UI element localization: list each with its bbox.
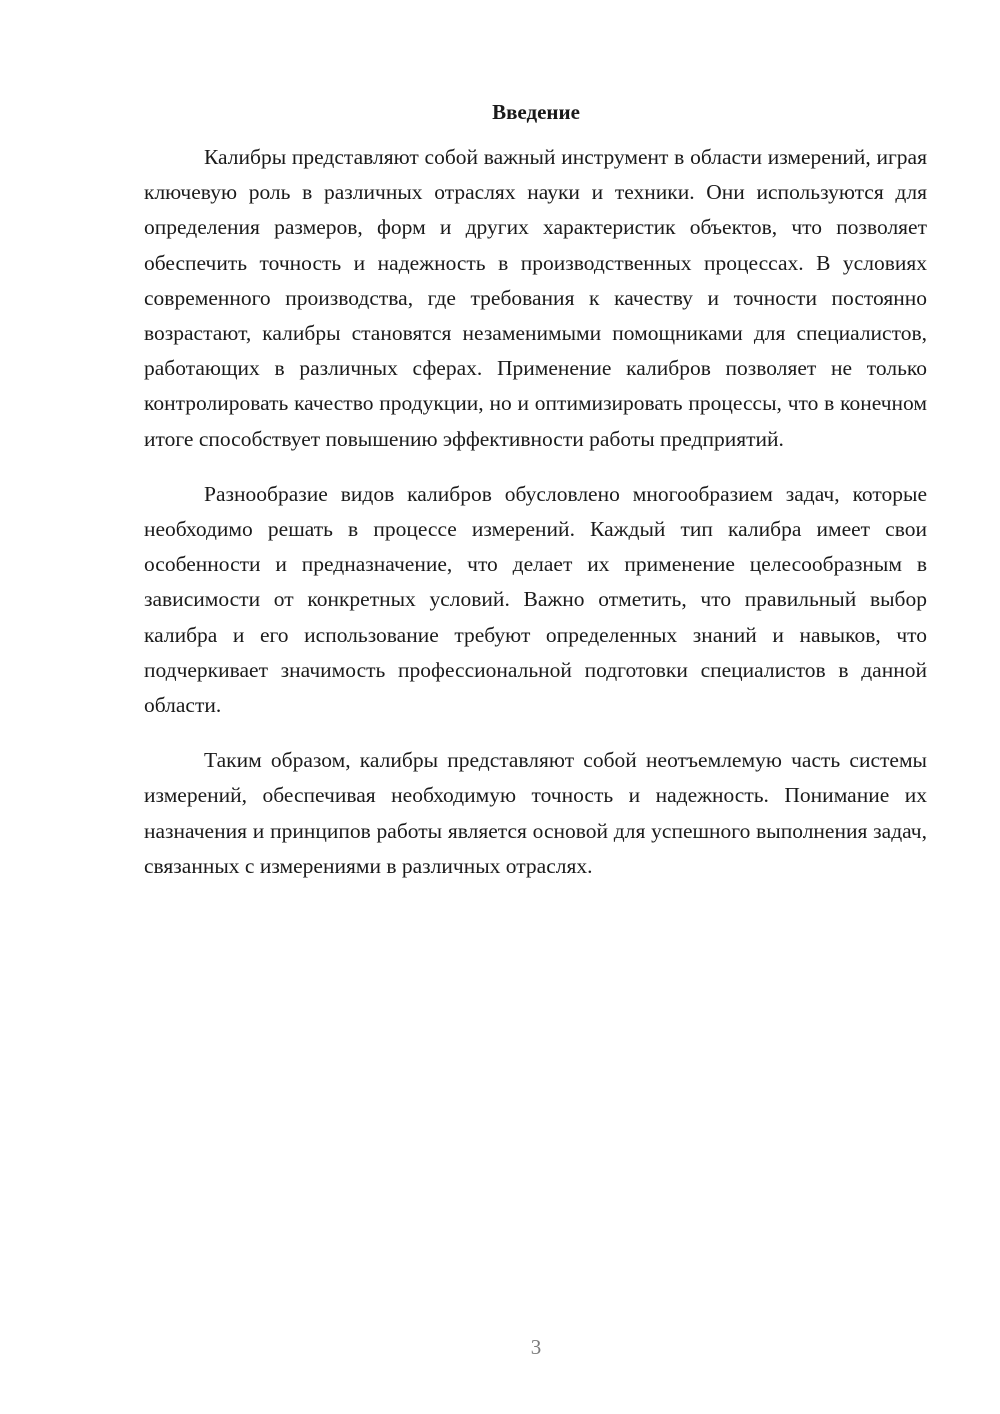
body-text <box>144 140 927 884</box>
section-heading: Введение <box>492 100 580 124</box>
page-number: 3 <box>530 1335 542 1359</box>
paragraph-2: Разнообразие видов калибров обусловлено многообразием задач, которые необходимо решать в процессе измерений. Каждый тип калибра имеет свои особенности и предназначение, что делает их применение целесообразным в зависимости от конкретных условий. Важно отметить, что правильный выбор калибра и его использование требуют определенных знаний и навыков, что подчеркивает значимость профессиональной подготовки специалистов в данной области. <box>144 481 927 718</box>
paragraph-1: Калибры представляют собой важный инструмент в области измерений, играя ключевую роль в различных отраслях науки и техники. Они используются для определения размеров, форм и других характеристик объектов, что позволяет обеспечить точность и надежность в производственных процессах. В условиях современного производства, где требования к качеству и точности постоянно возрастают, калибры становятся незаменимыми помощниками для специалистов, работающих в различных сферах. Применение калибров позволяет не только контролировать качество продукции, но и оптимизировать процессы, что в конечном итоге способствует повышению эффективности работы предприятий. <box>144 145 927 451</box>
paragraph-3: Таким образом, калибры представляют собой неотъемлемую часть системы измерений, обеспечивая необходимую точность и надежность. Понимание их назначения и принципов работы является основой для успешного выполнения задач, связанных с измерениями в различных отраслях. <box>144 748 927 878</box>
